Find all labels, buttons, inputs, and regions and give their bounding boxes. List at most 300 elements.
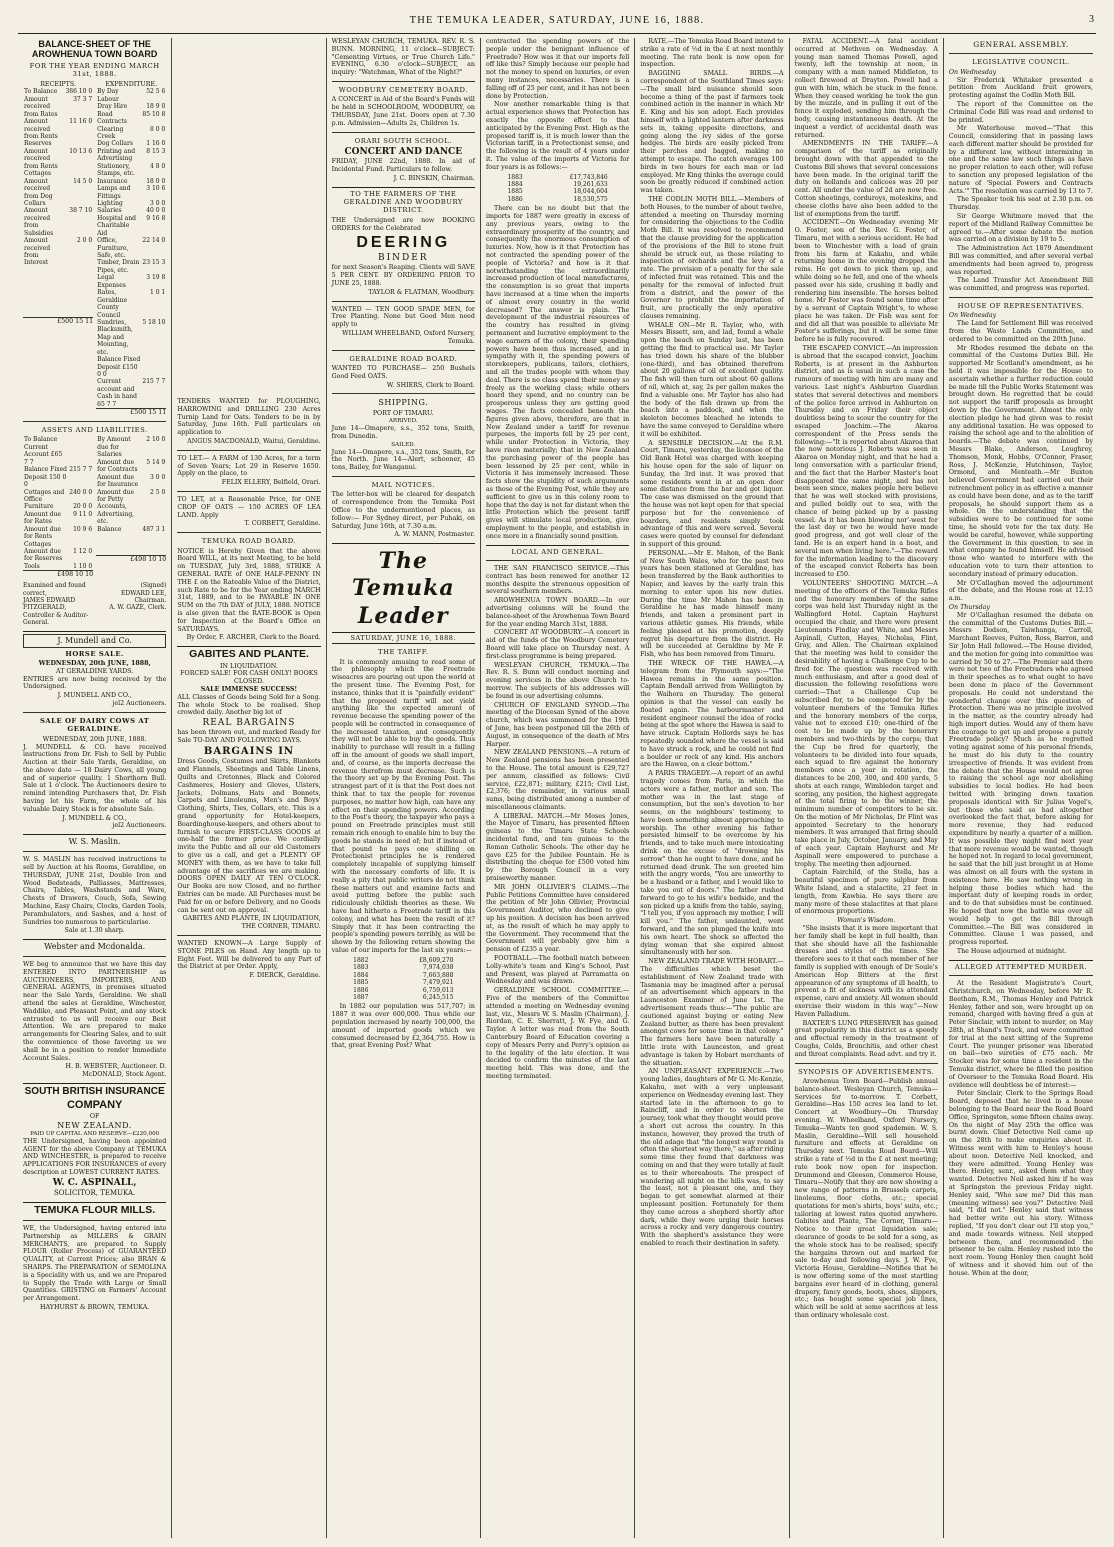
news-item: VOLUNTEERS' SHOOTING MATCH.—A meeting of the officers of the Temuka Rifles and the honorary members of the same corps was held last Thursday night in the Wallingford Hotel. Captain Hayhurst occupied the chair, and there were present Lieutenants Findlay and White, and Messrs Aspinall, Cutten, Hayes, Nicholas, Flint, Gray, and Allen. The Chairman explained that the meeting was held to consider the desirability of having a Challenge Cup to be fired for. The question was received with much enthusiasm, and after a good deal of discussion the following resolutions were carried:—That a Challenge Cup be subscribed for, to be competed for by the volunteer members of the Temuka Rifles and the honorary members of the corps, value not to exceed £10; one-third of the cost to be made up by the honorary members and two-thirds by the corps; that the Cup be fired for quarterly, the volunteers to be divided into four squads, each squad to fire against the honorary members once a year in rotation, the distances to be 200, 300, and 400 yards, 5 shots at each range, Wimbledon target and scoring, any position, the highest aggregate of the total firing to be the winner, the minimum number of competitors to be six. On the motion of Mr Nicholas, Dr Flint was appointed Secretary to the honorary members. It was arranged that firing should take place in July, October, January, and May of each year. Captain Hayhurst and Mr Aspinall were empowered to purchase a trophy. The meeting then adjourned. xyxy=(794,579,938,868)
council-item: Mr Waterhouse moved—"That this Council, considering that in passing laws each different matter should be provided for by a different law, without intermixing in one and the same law such things as have no proper relation to each other, will refuse to sanction any proposed legislation of the nature of 'Special Powers and Contracts Acts.'" The resolution was carried by 13 to 7. xyxy=(948,125,1094,195)
news-item: FOOTBALL.—The football match between Lolly-white's team and King's School, Past and Present, was played at Parramatta on Wednesday and was drawn. xyxy=(485,955,630,986)
ledger-amount: 10 9 6 xyxy=(73,525,93,533)
house-item: The House adjourned at midnight. xyxy=(956,948,1067,955)
ledger-row xyxy=(23,436,93,466)
insurance-heading-1: SOUTH BRITISH INSURANCE xyxy=(24,1086,165,1097)
news-item: AN UNPLEASANT EXPERIENCE.—Two young ladies, daughters of Mr G. Mc-Kenzie, Kakahu, met with a very unpleasant experience on Wednesday evening last. They started late in the afternoon to go to Raincliff, and in order to shorten the journey, took what they thought would prove a short cut across the country. In this instance, however, they proved the truth of the old adage that "the longest way round is often the shortest way there," as after riding some time they found that darkness was coming on and that they were totally at fault as to their whereabouts. The prospect of wandering all night on the hills was, to say the least, not a pleasant one, and they began to get somewhat alarmed at their unpleasant position. Fortunately for them they came across a shepherd shortly after dark, while they were urging their horses across a rocky and very dangerous country. With the shepherd's assistance they were enabled to reach their destination in safety. xyxy=(640,1068,784,1247)
imports-table-nz xyxy=(353,957,453,1002)
news-item: CHURCH OF ENGLAND SYNOD.—The meeting of the Diocesan Synod of the above church, which was summoned for the 19th of June, has been postponed till the 26th of August, in consequence of the death of Mrs Harper. xyxy=(485,701,630,748)
receipts-total: £500 15 11 xyxy=(23,317,93,326)
ledger-amount: 40 0 0 xyxy=(146,207,166,215)
ledger-item: By Day Labour xyxy=(97,88,119,103)
ledger-item: Hospital and Charitable Aid xyxy=(97,214,136,237)
ledger-item: To Balance Current Account £65 7 7 xyxy=(24,436,63,466)
flour-mills-text: WE, the Undersigned, having entered into Partnership as MILLERS & GRAIN MERCHANTS, are prepared to Supply FLOUR (Roller Process) of GUARANTEED QUALITY, at Current Prices; also BRAN & SHARPS. The PREPARATION of SEMOLINA is a Speciality with us, and we are Prepared to Supply the Trade with Large or Small Quantities. GRISTING on Farmers' Account per Arrangement. xyxy=(23,1225,167,1303)
ledger-item: Amount due for Rents Cottages xyxy=(24,525,61,548)
ledger-amount: 37 3 7 xyxy=(73,95,93,103)
import-year: 1884 xyxy=(507,180,523,188)
balance-sheet-table xyxy=(23,81,166,417)
news-item: A PARIS TRAGEDY.—A report of an awful tragedy comes from Paris, in which the actors were a father, mother and son. The mother was in the last stage of consumption, but the son's devotion to her seems, on the neighbours' testimony, to have been something almost approaching to worship. The other evening his father persisted himself to be overcome by his friends, and to take much more intoxicating drink on the excuse of "drowning his sorrow" than he ought to have done, and he returned dead drunk. The son greeted him with the angry words, "You are unworthy to be a husband or a father, and I would like to take you out of doors." The father rushed forward to go to his wife's bedside, and the son picked up a knife from the table, saying, "I tell you, if you approach my mother, I will kill you." The father, undaunted, went forward, and the son plunged the knife into his own heart. The shock so affected the dying woman that she expired almost simultaneously with her son. xyxy=(640,770,784,957)
ledger-item: Amount received from Dog Collars xyxy=(24,177,53,207)
receipts-table xyxy=(23,88,93,267)
ledger-amount: 20 0 0 xyxy=(73,503,93,511)
council-item: The Speaker took his seat at 2.30 p.m. on Thursday. xyxy=(948,196,1094,212)
ledger-row xyxy=(23,178,93,208)
ledger-amount xyxy=(68,436,93,466)
house-item: Mr O'Callaghan moved the adjournment of the debate, and the House rose at 12.15 a.m. xyxy=(948,579,1094,603)
ledger-amount: 2 10 0 xyxy=(146,436,166,444)
column-4 xyxy=(481,38,635,1538)
tenders-text: TENDERS WANTED for PLOUGHING, HARROWING and DRILLING 230 Acres Turnip Land for Oats. Tenders to be in by Saturday, June 16th. Full particulars on application to xyxy=(177,398,321,437)
ledger-amount: 386 10 0 xyxy=(65,88,93,96)
ledger-row xyxy=(23,526,93,548)
audit-signatures xyxy=(23,582,166,627)
ledger-amount: 18 0 0 xyxy=(146,177,166,185)
import-year: 1885 xyxy=(353,979,369,987)
ledger-amount: 1 0 1 xyxy=(150,289,166,297)
import-row xyxy=(507,188,607,195)
news-item: WESLEYAN CHURCH, TEMUKA.—The Rev. R. S. Bunn will conduct morning and evening services in the above Church to-morrow. The subjects of his addresses will be found in our advertising columns. xyxy=(485,661,630,700)
flour-mills-heading: TEMUKA FLOUR MILLS. xyxy=(34,1203,156,1216)
ledger-item: Insurance xyxy=(97,177,128,185)
ledger-row xyxy=(96,148,166,163)
ledger-item: Amount due for Contracts xyxy=(97,458,138,474)
gabites-text-1: ALL Classes of Goods being Sold for a Song. The whole Stock to be realised. Shop crowded daily. Another big lot of xyxy=(177,693,321,717)
ledger-item: Clearing Creek xyxy=(97,125,124,141)
import-row xyxy=(353,972,453,979)
ledger-item: Amount received from Subsidies xyxy=(24,207,54,237)
insurance-heading-2: COMPANY xyxy=(66,1099,123,1111)
import-year: 1887 xyxy=(353,993,369,1001)
ledger-item: Balance xyxy=(97,525,122,533)
ledger-row xyxy=(23,96,93,118)
ledger-item: Office, Furniture, Safe, etc. xyxy=(97,237,129,260)
ledger-item: Furniture xyxy=(24,503,54,511)
ledger-item: Cottages and Office xyxy=(24,488,65,503)
murder-item: Peter Sinclair, Clerk to the Springs Road Board, deposed that he lived in a house belonging to the Board near the Road Board Office, Springston, some fifteen chains away. On the night of May 25th the office was burnt down. Chief Detective Neil came up on the 28th to make enquiries about it. Witness went with him to Henley's house about noon. Detective Neil knocked, and they were admitted. Young Henley was there. Henley, senr., asked them what they wanted. Detective Neil asked him if he was at Springston the previous Friday night. Henley said, "Who saw me? Did this man (meaning witness) see you?" Detective Neil said, "I did not." Henley said that witness had better write out his story. Witness replied, "If you don't clear out I'll stop you," and made towards witness. Neil stepped between them, and recommended the prisoner to be calm. Henley rushed into the next room. Young Henley then caught hold of witness and it shoved him out of the house. When at the door, xyxy=(948,1090,1094,1277)
news-item: MR JOHN OLLIVIER'S CLAIMS.—The Public Petitions Committee have considered the petition of Mr John Ollivier, Provincial Government Auditor, who declined to give up his position. A decision has been arrived at, as the result of which he may apply to the Government. They recommend that the Government will probably give him a pension of £235 a year. xyxy=(485,883,630,954)
column-6 xyxy=(790,38,944,1538)
ledger-item: Lighting xyxy=(97,199,123,207)
binder-title: BINDER xyxy=(377,253,429,264)
orari-concert: CONCERT AND DANCE xyxy=(344,147,463,158)
import-value: 7,479,921 xyxy=(422,979,454,987)
ledger-item: Dray Hire xyxy=(97,103,128,111)
import-value: 7,974,038 xyxy=(422,964,454,972)
cemetery-heading: WOODBURY CEMETERY BOARD. xyxy=(338,85,468,94)
legislative-council-heading: LEGISLATIVE COUNCIL. xyxy=(972,58,1070,67)
ledger-row xyxy=(96,436,166,458)
news-item: THE CODLIN MOTH BILL.—Members of both Houses, to the number of about twelve, attended a meeting on Thursday morning for considering the objections to the Codlin Moth Bill. It was resolved to recommend that the clause providing for the application of the provisions of the Bill to stone fruit should be struck out, as those relating to inspection of orchards and the levy of a rate. The provision of a penalty for the sale of infected fruit was retained. This and the penalty for the removal of infected fruit from a district, and the power of the Governor to prohibit the importation of fruit, are practically the only operative clauses remaining. xyxy=(640,195,784,320)
page-columns xyxy=(18,38,1098,1538)
horse-sale-place: AT GERALDINE YARDS. xyxy=(56,667,134,675)
ledger-item: Amount received from Rents Cottages xyxy=(24,147,58,178)
orari-heading: ORARI SOUTH SCHOOL. xyxy=(354,136,452,145)
ledger-amount: 4 8 0 xyxy=(150,162,166,170)
import-row xyxy=(353,964,453,971)
general-assembly-heading: GENERAL ASSEMBLY. xyxy=(973,40,1069,49)
dateline: SATURDAY, JUNE 16, 1888. xyxy=(332,632,475,644)
synopsis-heading: SYNOPSIS OF ADVERTISEMENTS. xyxy=(798,1067,935,1076)
insurance-sign: W. C. ASPINALL, xyxy=(52,1177,137,1188)
news-item: BAXTER'S LUNG PRESERVER has gained great popularity in this district as a speedy and effectual remedy in the treatment of Coughs, Colds, Bronchitis, and other chest and throat complaints. Read advt. and try it. xyxy=(794,1019,938,1058)
ledger-item: Amount due for Petty Accounts, Advertising, etc. xyxy=(97,488,135,526)
receipts-side xyxy=(23,81,93,417)
ledger-row xyxy=(96,140,166,147)
gabites-text-2: has been thrown out, and marked Ready for Sale TO-DAY AND FOLLOWING DAYS. xyxy=(177,729,321,745)
webster-sign: H. B. WEBSTER, Auctioneer. D. McDONALD, Stock Agent. xyxy=(65,1063,167,1079)
assets-table xyxy=(23,436,93,570)
dairy-sale-sign2: jel2 Auctioneers. xyxy=(112,822,167,830)
ledger-amount: 9 11 0 xyxy=(73,510,93,518)
liabilities-table xyxy=(96,436,166,533)
webster-text: WE beg to announce that we have this day ENTERED INTO PARTNERSHIP as AUCTIONEERS, IMPORTERS, AND GENERAL AGENTS, in premises situated near the Sale Yards, Geraldine. We shall attend the sales at Geraldine, Winchester, Waddiko, and Pleasant Point, and any stock entrusted to us will receive our Best Attention. We are prepared to make arrangements for Clearing Sales, and to suit the convenience of those favoring us we shall be in a position to render Immediate Account Sales. xyxy=(23,961,167,1062)
ledger-row xyxy=(96,474,166,489)
tolet-2-sign: T. CORBETT, Geraldine. xyxy=(244,520,321,528)
news-item: "She insists that it is more important that her family shall be kept in full health, than that she should have all the fashionable dresses and styles of the times. She therefore sees to it that each member of her family is supplied with enough of Dr Soule's American Hop Bitters at the first appearance of any symptoms of ill health, to prevent a fit of sickness with its attendant expense, care and anxiety. All women should exercise their wisdom in this way."—New Haven Palladium. xyxy=(794,925,938,1018)
import-value: 19,261,633 xyxy=(573,180,608,188)
imports-table-victoria xyxy=(507,174,607,204)
ledger-amount: 215 7 7 xyxy=(69,466,93,474)
council-item: The Administration Act 1879 Amendment Bill was committed, and after several verbal amendments had been agreed to, progress was reported. xyxy=(948,245,1094,276)
column-5 xyxy=(635,38,789,1538)
import-row xyxy=(353,994,453,1001)
dairy-sale-text: J. MUNDELL & CO. have received instructions from Dr. Fish to Sell by Public Auction at their Sale Yards, Geraldine, on the above date — 18 Dairy Cows, all young and of superior quality. 1 Shorthorn Bull. Sale at 1 o'clock. The Auctioneers desire to remind intending Purchasers that, Dr. Fish having let his Farm, the whole of his valuable Dairy Stock is for absolute Sale. xyxy=(23,743,167,813)
import-year: 1883 xyxy=(353,964,369,972)
port-heading: PORT OF TIMARU. xyxy=(372,410,434,418)
import-year: 1882 xyxy=(353,956,369,964)
arrived-text: June 14—Omapere, s.s., 352 tons, Smith, from Dunedin. xyxy=(331,425,475,440)
import-value: 6,245,515 xyxy=(422,993,454,1001)
tolet-1-text: TO LET.— A FARM of 130 Acres, for a term of Seven Years; Lot 29 in Reserve 1650. Apply on the place, to xyxy=(177,454,321,478)
council-item: Sir Frederick Whitaker presented a petition from Auckland fruit growers, protesting against the Codlin Moth Bill. xyxy=(948,76,1094,100)
mail-text: The letter-box will be cleared for despatch of correspondence from the Temuka Post Office to the undermentioned places, as follow:— For Sydney direct, per Puhaki, on Saturday, June 16th, at 7.30 a.m. xyxy=(331,491,475,530)
news-item: Captain Fairchild, of the Stella, has a beautiful specimen of pure sulphur from White Island, and a stalactite, 21 feet in length, from Kawhia. He says there are many more of these stalactites at that place of enormous proportions. xyxy=(794,869,938,916)
page-number: 3 xyxy=(1089,14,1094,25)
gabites-sale: SALE IMMENSE SUCCESS! xyxy=(200,686,298,694)
news-item: AMENDMENTS IN THE TARIFF.—A comparison of the tariff as originally brought down with that appended to the Customs Bill shows that several concessions have been made. In the original tariff the duty on hollands and calicoes was 20 per cent. All under the value of 2d are now free. Cotton sheetings, corduroys, moleskins, and cheese cloths have also been added to the list of exemptions from the tariff. xyxy=(794,140,938,218)
ledger-row xyxy=(23,548,93,563)
import-year: 1886 xyxy=(507,195,523,203)
ledger-row xyxy=(23,511,93,526)
import-value: 6,759,013 xyxy=(422,986,454,994)
ledger-item: By Amount due for Salaries xyxy=(97,436,131,459)
expenditure-side xyxy=(96,81,166,417)
ledger-item: Rates, Geraldine County Council xyxy=(97,289,128,319)
import-value: 18,044,604 xyxy=(573,188,608,196)
assets-total: £498 10 10 xyxy=(23,570,93,579)
mail-sign: A. W. MANN, Postmaster. xyxy=(394,531,475,539)
news-item: A SENSIBLE DECISION.—At the R.M. Court, Timaru, yesterday, the licensee of the Old Bank Hotel was charged with keeping his house open for the sale of liquor on Sunday, the 3rd inst. It was proved that some residents went in at an open door some distance from the bar and got liquor. The case was dismissed on the ground that the house was not kept open for that special purpose but for the convenience of boarders, and residents simply took advantage of this and were served. Several cases were quoted by counsel for defendant in support of this ground. xyxy=(640,439,784,548)
insurance-sign2: SOLICITOR, TEMUKA. xyxy=(54,1188,136,1197)
news-item: THE ESCAPED CONVICT.—An impression is abroad that the escaped convict, Joachim Roberts, is at present in the Ashburton district, and as is usual in such a case the rumours of meeting with him are many and various. Last night's Ashburton Guardian states that several detectives and members of the police force arrived in Ashburton on Thursday and on Friday their object doubtless being to scour the country for the escaped Joachim.—The Akaroa correspondent of the Press sends the following:—"It is reported about Akaroa that the now notorious J. Roberts was seen in Akaroa on Monday night, and that he had a long conversation with a particular friend, and the fact that the Harbor Master's boat disappeared the same night, and has not been seen since, makes people here believe that he was well stocked with provisions, and pulled boldly out to sea, with the chance of being picked up by a passing vessel. As it has been blowing nor'-west for the last day or two he would have made good progress, and got well clear of the land. He is an expert hand in a boat, and several men when living here."—The reward for the information leading to the discovery of the escaped convict Roberts has been increased to £50. xyxy=(794,345,938,579)
ledger-row xyxy=(96,526,166,533)
ledger-item: Printing and Advertising xyxy=(97,147,136,163)
farmers-text: THE Undersigned are now BOOKING ORDERS for the Celebrated xyxy=(331,216,475,232)
maslin-text: W. S. MASLIN has received instructions to sell by Auction at his Rooms, Geraldine, on THURSDAY, JUNE 21st, Double Iron and Wood Bedsteads, Palliasses, Mattresses, Chairs, Tables, Washstands and Ware, Chests of Drawers, Couch, Sofa, Sewing Machine, Easy Chairs, Clocks, Garden Tools, Perambulators, and Sashes, and a host of Sundries too numerous to particularise. xyxy=(23,856,167,926)
ledger-amount: 1 10 0 xyxy=(73,562,93,570)
ledger-row xyxy=(96,215,166,237)
ledger-row xyxy=(96,489,166,526)
news-item: ACCIDENT.—On Wednesday evening Mr O. Foster, son of the Rev. G. Foster, of Timaru, met with a serious accident. He had been to Winchester with a load of grain from his farm at Kakahu, and while returning home in the evening dropped the reins. He got down to pick them up, and while doing so he fell, and one of the wheels passed over his side, crushing it badly and rendering him insensible. The horses bolted home. Mr Foster was found some time after by a servant of Captain Wright's, to whose place he was taken. Dr Fish was sent for and did all that was possible to alleviate Mr Foster's sufferings, but it will be some time before he is fully recovered. xyxy=(794,219,938,344)
masthead xyxy=(18,8,1096,34)
liabilities-side xyxy=(96,436,166,579)
column-3 xyxy=(327,38,481,1538)
tolet-2-text: TO LET, at a Reasonable Price, for ONE CROP OF OATS — 150 ACRES OF LEA LAND. Apply xyxy=(177,495,321,519)
ledger-amount: 38 7 10 xyxy=(69,207,93,215)
ledger-amount: 3 10 6 xyxy=(146,185,166,193)
house-day: On Thursday xyxy=(948,603,990,611)
insurance-nz: NEW ZEALAND. xyxy=(57,1120,133,1130)
ledger-amount: 52 5 6 xyxy=(146,88,166,96)
synopsis-text: Arowhenua Town Board—Publish annual balance-sheet. Wesleyan Church, Temuka—Services for to-morrow. T. Corbett, Geraldine—Has 150 acres lea land to let. Concert at Woodbury—On Thursday evening. W. Wheelband, Oxford Nursery, Temuka—Wants ten good spademen. W. S. Maslin, Geraldine—Will sell household furniture and effects at Geraldine on Thursday next. Temuka Road Board—Will strike a rate of ½d in the £ at next meeting; rate book now open for inspection. Drummond and Gleeson, Commerce House, Timaru—Notify that they are now showing a new range of patterns in Brussels carpets, linoleums, floor cloths, etc.; special quotations for men's shirts, boys' suits, etc.; tailoring at lowest rates quoted anywhere. Gabites and Plante, The Corner, Timaru—Notice to their great liquidation sale; clearance of goods to be sold for a song, as the whole stock has to be realised; specify the bargains thrown out and marked for sale to-day and following days. J. W. Fye, Victoria House, Geraldine—Notifies that he is now offering some of the most startling bargains ever heard of in clothing, general drapery, fancy goods, boots, shoes, slippers, etc.; has bought some special job lines, which will be sold at some sacrifices at less than ordinary wholesale cost. xyxy=(794,1078,938,1319)
tariff-continued-3: There can be no doubt but that the imports for 1887 were greatly in excess of any previous years, owing to the extraordinary prosperity of the country, and consequently the enormous consumption of luxuries. Now, how is it that Protection has not contracted the spending power of the people of Victoria? and how is it that notwithstanding the extraordinarily increased production of local manufactures, the consumption is so great that imports have increased at a time when the imports of almost every country in the world decreased? The answer is plain. The development of the industrial resources of the country has resulted in giving permanent and lucrative employment to the wage earners of the colony, their spending powers have been thus increased, and in sympathy with it, the spending powers of storekeepers, publicans, tailors, clothiers, and all the trades people with whom they deal. There is no class spend their money so freely as the working class; while others hoard they spend, and no country can be prosperous unless they are getting good wages. The facts concealed beneath the figures given above, therefore, are that in New Zealand under a tariff for revenue purposes, the imports fell by 25 per cent, while under Protection in Victoria, they have risen materially; that in New Zealand the purchasing power of the people has been lessened by 25 per cent, while in Victoria it has immensely increased. These facts show the stupidity of such arguments as those of the Evening Post, while they are sufficient to give us in this colony room to hope that the day is not far distant when the little Protection which the present tariff gives will stimulate local production, give employment to the people, and establish in once more in a financially sound position. xyxy=(485,205,630,540)
gabites-forced: FORCED SALE! FOR CASH ONLY! BOOKS CLOSED. xyxy=(180,670,318,686)
tolet-1-sign: FELIX ELLERY, Belfield, Orari. xyxy=(221,479,321,487)
dairy-sale-heading: SALE OF DAIRY COWS AT GERALDINE. xyxy=(39,716,150,734)
ledger-item: To Balance xyxy=(24,88,58,96)
sailed-label: SAILED. xyxy=(391,441,416,448)
ledger-item: Dog Collars xyxy=(97,140,133,148)
geraldine-road-board: GERALDINE ROAD BOARD. xyxy=(349,354,458,363)
farmers-text-2: for next Season's Reaping. Clients will SAVE 5 PER CENT. BY ORDERING PRIOR TO JUNE 25, 1888. xyxy=(331,264,475,287)
ledger-row xyxy=(96,207,166,214)
ledger-item: Amount received from Rents Reserves xyxy=(24,118,58,148)
masthead-title: THE TEMUKA LEADER, SATURDAY, JUNE 16, 1888. xyxy=(409,14,705,26)
ledger-row xyxy=(96,319,166,356)
news-item: NEW ZEALAND TRADE WITH HOBART.—The difficulties which beset the establishment of New Zealand trade with Tasmania may be imagined after a perusal of an advertisement which appears in the Launceston Examiner of June 1st. The advertisement reads thus:—"The public are cautioned against buying or eating New Zealand butter, as there has been prevalent amongst cows for some time in that colony." The farmers here have been naturally a little irate with Launceston, and great advantage is taken by Hobart merchants of the situation. xyxy=(640,958,784,1067)
import-row xyxy=(353,987,453,994)
ledger-item: Lamps and Fittings xyxy=(97,185,131,200)
tariff-paragraph-2: In 1882 our population was 517,707; in 1887 it was over 600,000. Thus while our population increased by nearly 100,000, the amount of imported goods which we consumed decreased by £2,364,755. How is that, great Evening Post? What xyxy=(331,1003,475,1050)
import-row xyxy=(507,181,607,188)
ledger-item: Stationery, Stamps, etc. xyxy=(97,162,135,178)
news-item: A LIBERAL MATCH.—Mr Moses Jones, the Mayor of Timaru, has presented fifteen guineas to the Timaru State Schools incidental fund, and ten guineas to the Roman Catholic Schools. The other day he gave £25 for the Jubilee Fountain. He is distributing the cheque for £500 voted him by the Borough Council in a very praiseworthy manner. xyxy=(485,812,630,883)
ledger-amount: 22 14 0 xyxy=(142,237,166,245)
horse-sale-date: WEDNESDAY, 20th JUNE, 1888, xyxy=(38,660,151,668)
assets-side xyxy=(23,436,93,579)
ledger-amount: 3 0 0 xyxy=(150,473,166,481)
ledger-amount: 240 0 0 xyxy=(69,488,93,496)
news-item: NEW ZEALAND PENSIONS.—A return of New Zealand pensions has been presented to the House. The total amount is £29,727 per annum, classified as follows: Civil service, £22,871; military, £215; Civil List, £2,376; the remainder, in various small sums, being distributed among a number of miscellaneous claimants. xyxy=(485,749,630,811)
ledger-row xyxy=(96,178,166,185)
horse-sale-sign2: jel2 Auctioneers. xyxy=(112,700,167,708)
column-1 xyxy=(18,38,172,1538)
mail-heading: MAIL NOTICES. xyxy=(371,480,435,489)
ledger-item: Legal Expenses xyxy=(97,274,126,289)
flour-mills-sign: HAYHURST & BROWN, TEMUKA. xyxy=(40,1304,150,1312)
ledger-row xyxy=(96,289,166,319)
stone-piles-text: WANTED KNOWN—A Large Supply of STONE PILES on Hand. Any length up to Eight Feet. Will be delivered to any Part of the District at per Order. Apply, xyxy=(177,939,321,971)
ledger-row xyxy=(96,200,166,207)
examined-line: Examined and found correct, xyxy=(23,582,86,597)
road-board-text: NOTICE is Hereby Given that the above Board WILL, at its next Meeting, to be held on TUESDAY, July 3rd, 1888, STRIKE A GENERAL RATE of ONE HALF-PENNY IN THE £ on the Rateable Value of the District, such Rate to be for the Year ending MARCH 31st, 1889, and to be PAYABLE IN ONE SUM on the 7th DAY of JULY, 1888. NOTICE is also given that the RATE-BOOK is Open for Inspection at the Board's Office on SATURDAYS. xyxy=(177,547,321,633)
balance-sheet-subtitle: FOR THE YEAR ENDING MARCH 31st, 1888. xyxy=(29,61,160,79)
ledger-amount: 1 16 0 xyxy=(146,140,166,148)
import-value: £17,743,846 xyxy=(569,173,608,181)
arrived-label: ARRIVED. xyxy=(388,418,418,425)
orari-text: FRIDAY, JUNE 22nd, 1888. In aid of Incidental Fund. Particulars to follow. xyxy=(331,158,475,173)
house-item: Mr Rhodes resumed the debate on the committal of the Customs Duties Bill. He supported Mr Scotland's amendment, as he held it was impossible for the House to ascertain whether a further reduction could be made till the Public Works Statement was brought down. He regretted that he could not support the tariff proposals as brought down by the Government. Almost the only election pledge he had given was to resist any additional taxation. He was opposed to raising the school age and to the abolition of boards.—The debate was continued by Messrs Blake, Anderson, Loughrey, Thomson, Monk, Hobbs, O'Connor, Fraser, Ross, J. McKenzie, Hutchinson, Taylor, Ormond, and Menteath.—Mr Buxton believed Government had carried out their retrenchment policy in as effective a manner as could have been done, and as to the tariff proposals, he should support them as a whole. On the understanding that the subsidies were to be continued for some time, he should vote for the tax duty. He would be careful, however, while supporting the Government in this question, to see in what company he found himself. He advised those who wanted to interfere with the education vote to turn their attention to secondary instead of primary education. xyxy=(948,344,1094,578)
ledger-item: Tools xyxy=(24,562,40,570)
import-year: 1883 xyxy=(507,173,523,181)
webster-heading: Webster and Mcdonalda. xyxy=(44,942,146,952)
ledger-row xyxy=(96,111,166,126)
ledger-amount: 10 13 6 xyxy=(69,147,93,155)
import-row xyxy=(353,957,453,964)
wesleyan-notice: WESLEYAN CHURCH, TEMUKA. REV. R. S. BUNN. MORNING, 11 o'clock—SUBJECT: "Cementing Virtues, or True Church Life." EVENING, 6.30 o'clock—SUBJECT, an inquiry: "Watchman, What of the Night?" xyxy=(331,38,475,77)
board-signatures xyxy=(102,582,166,627)
ledger-item: Current account and Cash in hand 65 7 7 xyxy=(97,378,138,408)
ledger-amount: 5 14 9 xyxy=(146,458,166,466)
road-board-heading: TEMUKA ROAD BOARD. xyxy=(201,537,297,546)
news-item: PERSONAL.—Mr E. Mahon, of the Bank of New South Wales, who for the past two years has been stationed at Geraldine, has been transferred by the Bank authorities to Napier, and leaves by the early train this morning to enter upon his new duties. During the time Mr Mahon has been in Geraldine he has made himself many friends, and taken a prominent part in various athletic games. His friends, while feeling pleased at his promotion, deeply regret his departure from the district. He will be succeeded at Geraldine by Mr F. Fish, who has been removed from Timaru. xyxy=(640,549,784,659)
assets-liabilities-table xyxy=(23,436,166,579)
tariff-continued-2: Now another remarkable thing is that actual experience shows that Protection has exactly the opposite effect to that anticipated by the Evening Post. High as the proposed tariff is, it is much lower than the Victorian tariff, in a Protectionist sense, and the following is the result of 4 years under it. The value of the imports of Victoria for four years is as follows:— xyxy=(485,101,630,171)
road-board-sign: By Order, F. ARCHER, Clerk to the Board. xyxy=(186,634,321,642)
gabites-sign: GABITES AND PLANTE, IN LIQUIDATION, THE CORNER, TIMARU. xyxy=(182,915,321,931)
column-7 xyxy=(944,38,1098,1538)
import-year: 1884 xyxy=(353,971,369,979)
signed-label: (Signed) xyxy=(140,582,167,590)
maslin-heading: W. S. Maslin. xyxy=(68,837,121,847)
ledger-item: Amount due for Insurance xyxy=(97,473,139,489)
ledger-item: Balance Fixed Deposit 150 0 0 xyxy=(24,466,68,489)
horse-sale-heading: HORSE SALE. xyxy=(65,649,124,658)
ledger-amount: 3 19 8 xyxy=(146,274,166,282)
news-item: THE SAN FRANCISCO SERVICE.—This contract has been renewed for another 12 months despite the strenuous opposition of several southern members. xyxy=(485,564,630,596)
expenditure-total: £500 15 11 xyxy=(96,408,166,417)
news-item: FATAL ACCIDENT.—A fatal accident occurred at Methven on Wednesday. A young man named Thomas Powell, aged twenty, left the township at noon, in company with a man named Middleton, to collect firewood at Drayton. Powell had a gun with him, which he stuck in the fence. When they ceased working he took the gun by the muzzle, and in pulling it out of the fence it exploded, sending him through the body, causing instantaneous death. At the inquest a verdict of accidental death was returned. xyxy=(794,38,938,139)
mundell-heading: J. Mundell and Co. xyxy=(23,634,166,648)
import-row xyxy=(507,174,607,181)
murder-heading: ALLEGED ATTEMPTED MURDER. xyxy=(954,962,1088,971)
chairman-name: EDWARD LEE, Chairman. xyxy=(121,589,167,604)
import-row xyxy=(353,979,453,986)
expenditure-heading: EXPENDITURE. xyxy=(105,80,158,88)
ledger-amount: 18 9 0 xyxy=(146,103,166,111)
news-item: WHALE ON—Mr R. Taylor, who, with Messrs Bissett, son, and lad, found a whale upon the beach on Sunday last, has been getting the find to practical use. Mr Taylor has tried down his share of the blubber (one-third), and has obtained therefrom about 20 gallons of oil of excellent quality. The fish will then turn out about 60 gallons of oil, which at, say, 2s per gallon makes the find a valuable one. Mr Taylor has also had the body of the fish drawn up from the beach into a paddock, and when the skeleton becomes bleached he intends to have the same conveyed to Geraldine where it will be exhibited. xyxy=(640,321,784,438)
expenditure-table xyxy=(96,88,166,408)
house-heading: HOUSE OF REPRESENTATIVES. xyxy=(957,302,1085,311)
ledger-row xyxy=(96,259,166,274)
dairy-sale-date: WEDNESDAY, 20th JUNE, 1888. xyxy=(42,735,147,743)
sailed-text: June 14—Omapere, s.s., 352 tons, Smith, for the North. June 14—Alert, schooner, 45 tons, Bailey, for Wanganui. xyxy=(331,448,475,472)
import-year: 1886 xyxy=(353,986,369,994)
gabites-bargains-in: BARGAINS IN xyxy=(203,746,295,758)
gabites-text-3: Dress Goods, Costumes and Skirts, Blankets and Flannels, Sheetings and Table Linens, Quilts and Cretonnes, Black and Colored Cashmeres, Hosiery and Gloves, Ulsters, Jackets, Dolmans, Hats and Bonnets, Carpets and Linoleums, Men's and Boys' Clothing, Shirts, Ties, Collars, etc. This is a grand opportunity for Hotel-keepers, Boardinghouse-keepers, and others about to furnish to secure FIRST-CLASS GOODS at one-half the former price. We cordially invite the Public and all our old Customers to give us a call, and get a PLENTY OF MONEY with them, as we have to take full advantage of the sacrifices we are making. DOORS OPEN DAILY AT TEN O'CLOCK. Our Books are now Closed, and no further Entries can be made. All Purchases must be Paid for on or before Delivery, and no Goods can be sent out on approval. xyxy=(177,758,321,914)
gabites-heading: GABITES AND PLANTE. xyxy=(189,648,309,661)
ledger-amount: 23 15 3 xyxy=(142,259,166,267)
ledger-item: Amount due for Reserves xyxy=(24,548,63,563)
tariff-heading: THE TARIFF. xyxy=(378,648,429,657)
ledger-row xyxy=(96,378,166,408)
cemetery-text: A CONCERT in Aid of the Board's Funds will be held in SCHOOLROOM, WOODBURY, on THURSDAY, June 21st. Doors open at 7.30 p.m. Admission—Adults 2s, Children 1s. xyxy=(331,96,475,127)
tenders-sign: ANGUS MACDONALD, Waitui, Geraldine. xyxy=(187,437,321,445)
ledger-amount: 11 16 0 xyxy=(69,118,93,126)
ledger-row xyxy=(96,126,166,141)
farmers-sign: TAYLOR & FLATMAN, Woodbury. xyxy=(368,288,475,296)
auditor-block xyxy=(23,582,102,627)
ledger-amount: 9 16 8 xyxy=(146,214,166,222)
spade-men-text: WANTED — TEN GOOD SPADE MEN, for Tree Planting. None but Good Men need apply to xyxy=(331,305,475,329)
balance-sheet-title: BALANCE-SHEET OF THE AROWHENUA TOWN BOARD xyxy=(31,39,158,59)
ledger-amount xyxy=(141,356,166,378)
clerk-name: A. W. GAZE, Clerk. xyxy=(109,604,167,612)
assets-title: ASSETS AND LIABILITIES. xyxy=(41,426,148,435)
house-item: Mr O'Callaghan resumed the debate on the committal of the Customs Duties Bill.—Messrs Dodson, Taiwhanga, Carroll, Marchant Reeves, Fulton, Ross, Barron, and Sir John Hall followed.—The House divided, and the motion for going into committee was carried by 50 to 27.—The Premier said there were not two of the Freetraders who agreed in their speeches as to what ought to have been done in place of the Government proposals. He could not understand the wonderful change over this question of Protection. There was no principle involved in the matter, as the country already had high import duties. Would any of them have the courage to get up and propose a purely Freetrade policy? Much as he regretted voting against some of his personal friends, he must do his duty to the country irrespective of friends. It was evident from the debate that the House would not agree to raising the school age nor abolishing subsidies to local bodies. He had been twitted with bringing down taxation proposals identical with Sir Julius Vogel's, but those who said so had altogether overlooked the fact that, before asking for more revenue, they had reduced expenditure by nearly a quarter of a million. It was possible they might find next year that more revenue would be wanted, though he hoped not. In regard to local government, he said that the bill just brought in at Home was almost on all fours with the system in existence here. He saw nothing wrong in helping those bodies which had the important duty of keeping roads in order, and to do that subsidies must be continued. He hoped that now the battle was over all would help to get the Bill through Committee.—The Bill was considered in Committee. Clause 1 was passed, and progress reported. xyxy=(948,611,1094,947)
dairy-sale-sign: J. MUNDELL & CO., xyxy=(62,814,127,822)
ledger-item: Amount received from Interest xyxy=(24,237,51,267)
purchase-oats-sign: W. SHIERS, Clerk to Board. xyxy=(386,381,475,389)
horse-sale-text: ENTRIES are now being received by the Undersigned. xyxy=(23,675,167,691)
ledger-row xyxy=(23,466,93,488)
gabites-subheading: IN LIQUIDATION. xyxy=(220,662,278,670)
import-row xyxy=(507,196,607,203)
insurance-text: THE Undersigned, having been appointed AGENT for the above Company at TEMUKA AND WINCHESTER, is prepared to receive APPLICATIONS FOR INSURANCES of every description at LOWEST CURRENT RATES. xyxy=(23,1137,167,1176)
murder-item: At the Resident Magistrate's Court, Christchurch, on Wednesday, before Mr R. Beetham, R.M., Thomas Henley and Patrick Henley, father and son, were brought up on remand, charged with having fired a gun at Peter Sinclair, with intent to murder, on May 28th, at Shand's Track, and were committed for trial at the next sitting of the Supreme Court. The younger prisoner was liberated on bail—two sureties of £75 each. Mr Stocker was for some time a resident in the Temuka district, where he filled the position of Overseer to the Temuka Road Board. His evidence will doubtless be of interest:— xyxy=(948,980,1094,1089)
auditor-name: JAMES EDWARD FITZGERALD, xyxy=(23,597,75,612)
news-item: CONCERT AT WOODBURY.—A concert in aid of the funds of the Woodbury Cemetery Board will take place on Thursday next. A first-class programme is being prepared. xyxy=(485,629,630,660)
column-2 xyxy=(172,38,326,1538)
ledger-row xyxy=(23,148,93,178)
import-value: £8,609,270 xyxy=(419,956,454,964)
ledger-amount: 14 5 0 xyxy=(73,177,93,185)
ledger-row xyxy=(96,185,166,200)
ledger-row xyxy=(23,118,93,148)
ledger-amount: 5 18 10 xyxy=(142,318,166,326)
ledger-amount: 3 0 0 xyxy=(150,199,166,207)
ledger-item: Timber, Drain Pipes, etc. xyxy=(97,259,140,274)
maslin-sale-time: Sale at 1.30 sharp. xyxy=(64,927,125,935)
ledger-row xyxy=(96,459,166,474)
ledger-amount: 2 0 0 xyxy=(76,237,93,245)
insurance-of: OF xyxy=(89,1113,100,1121)
ledger-amount: 215 7 7 xyxy=(142,378,166,386)
ledger-row xyxy=(23,563,93,570)
horse-sale-sign: J. MUNDELL AND CO., xyxy=(57,692,132,700)
orari-sign: J. C. BINSKIN, Chairman. xyxy=(393,174,475,182)
local-general-heading: LOCAL AND GENERAL. xyxy=(511,547,604,556)
ledger-amount: 487 3 1 xyxy=(142,525,166,533)
council-day: On Wednesday xyxy=(948,68,997,76)
liabilities-total: £498 10 10 xyxy=(96,555,166,564)
council-item: The report of the Committee on the Criminal Code Bill was read and ordered to be printed. xyxy=(948,100,1094,124)
farmers-heading: TO THE FARMERS OF THE GERALDINE AND WOODBURY DISTRICT. xyxy=(343,189,463,215)
ledger-row xyxy=(23,489,93,504)
ledger-item: Salaries xyxy=(97,207,122,215)
column-2-spacer xyxy=(177,38,320,398)
news-item: RATE.—The Temuka Road Board intend to strike a rate of ½d in the £ at next monthly meeting. The rate book is now open for inspection. xyxy=(640,38,784,69)
ledger-item: Amount due for Rates xyxy=(24,510,61,526)
spade-men-sign: WILLIAM WHEELBAND, Oxford Nursery, Temuka. xyxy=(342,329,475,345)
deering-title: DEERING xyxy=(356,234,451,252)
ledger-amount: 85 10 8 xyxy=(142,110,166,118)
newspaper-nameplate: The Temuka Leader xyxy=(351,548,455,629)
news-item: AROWHENUA TOWN BOARD.—In our advertising columns will be found the balance-sheet of the Arowhenua Town Board for the year ending March 31st, 1888. xyxy=(485,597,630,628)
ledger-amount: 2 5 0 xyxy=(150,488,166,496)
house-item: The Land for Settlement Bill was received from the Waste Lands Committee, and ordered to be committed on the 20th June. xyxy=(948,320,1094,343)
import-year: 1885 xyxy=(507,188,523,196)
gabites-real-bargains: REAL BARGAINS xyxy=(202,718,296,729)
ledger-item: Balance Fixed Deposit £150 0 0 xyxy=(97,356,141,379)
ledger-item: Sundries, Blacksmith, Map and Mounting, etc. xyxy=(97,318,133,356)
insurance-capital: PAID UP CAPITAL AND RESERVE—£220,000 xyxy=(30,1130,160,1137)
house-day: On Wednesday xyxy=(948,312,997,320)
womans-wisdom-heading: Woman's Wisdom. xyxy=(837,917,896,925)
ledger-row xyxy=(23,503,93,510)
news-item: THE WRECK OF THE HAWEA.—A telegram from the Plymouth says:—"The Hawea remains in the same position. Captain Bendall arrived from Wellington by the Waihora on Thursday. The general opinion is that the vessel can easily be floated again. The harbourmaster and resident engineer counsel the idea of rocks being at the spot where the Hawea is said to have struck. Captain Hollords says he has repeatedly sounded where the vessel is said to have struck a rock, and he could not find a boulder or rock of any kind. His anchors are the Hawea, on a clear bottom." xyxy=(640,659,784,769)
